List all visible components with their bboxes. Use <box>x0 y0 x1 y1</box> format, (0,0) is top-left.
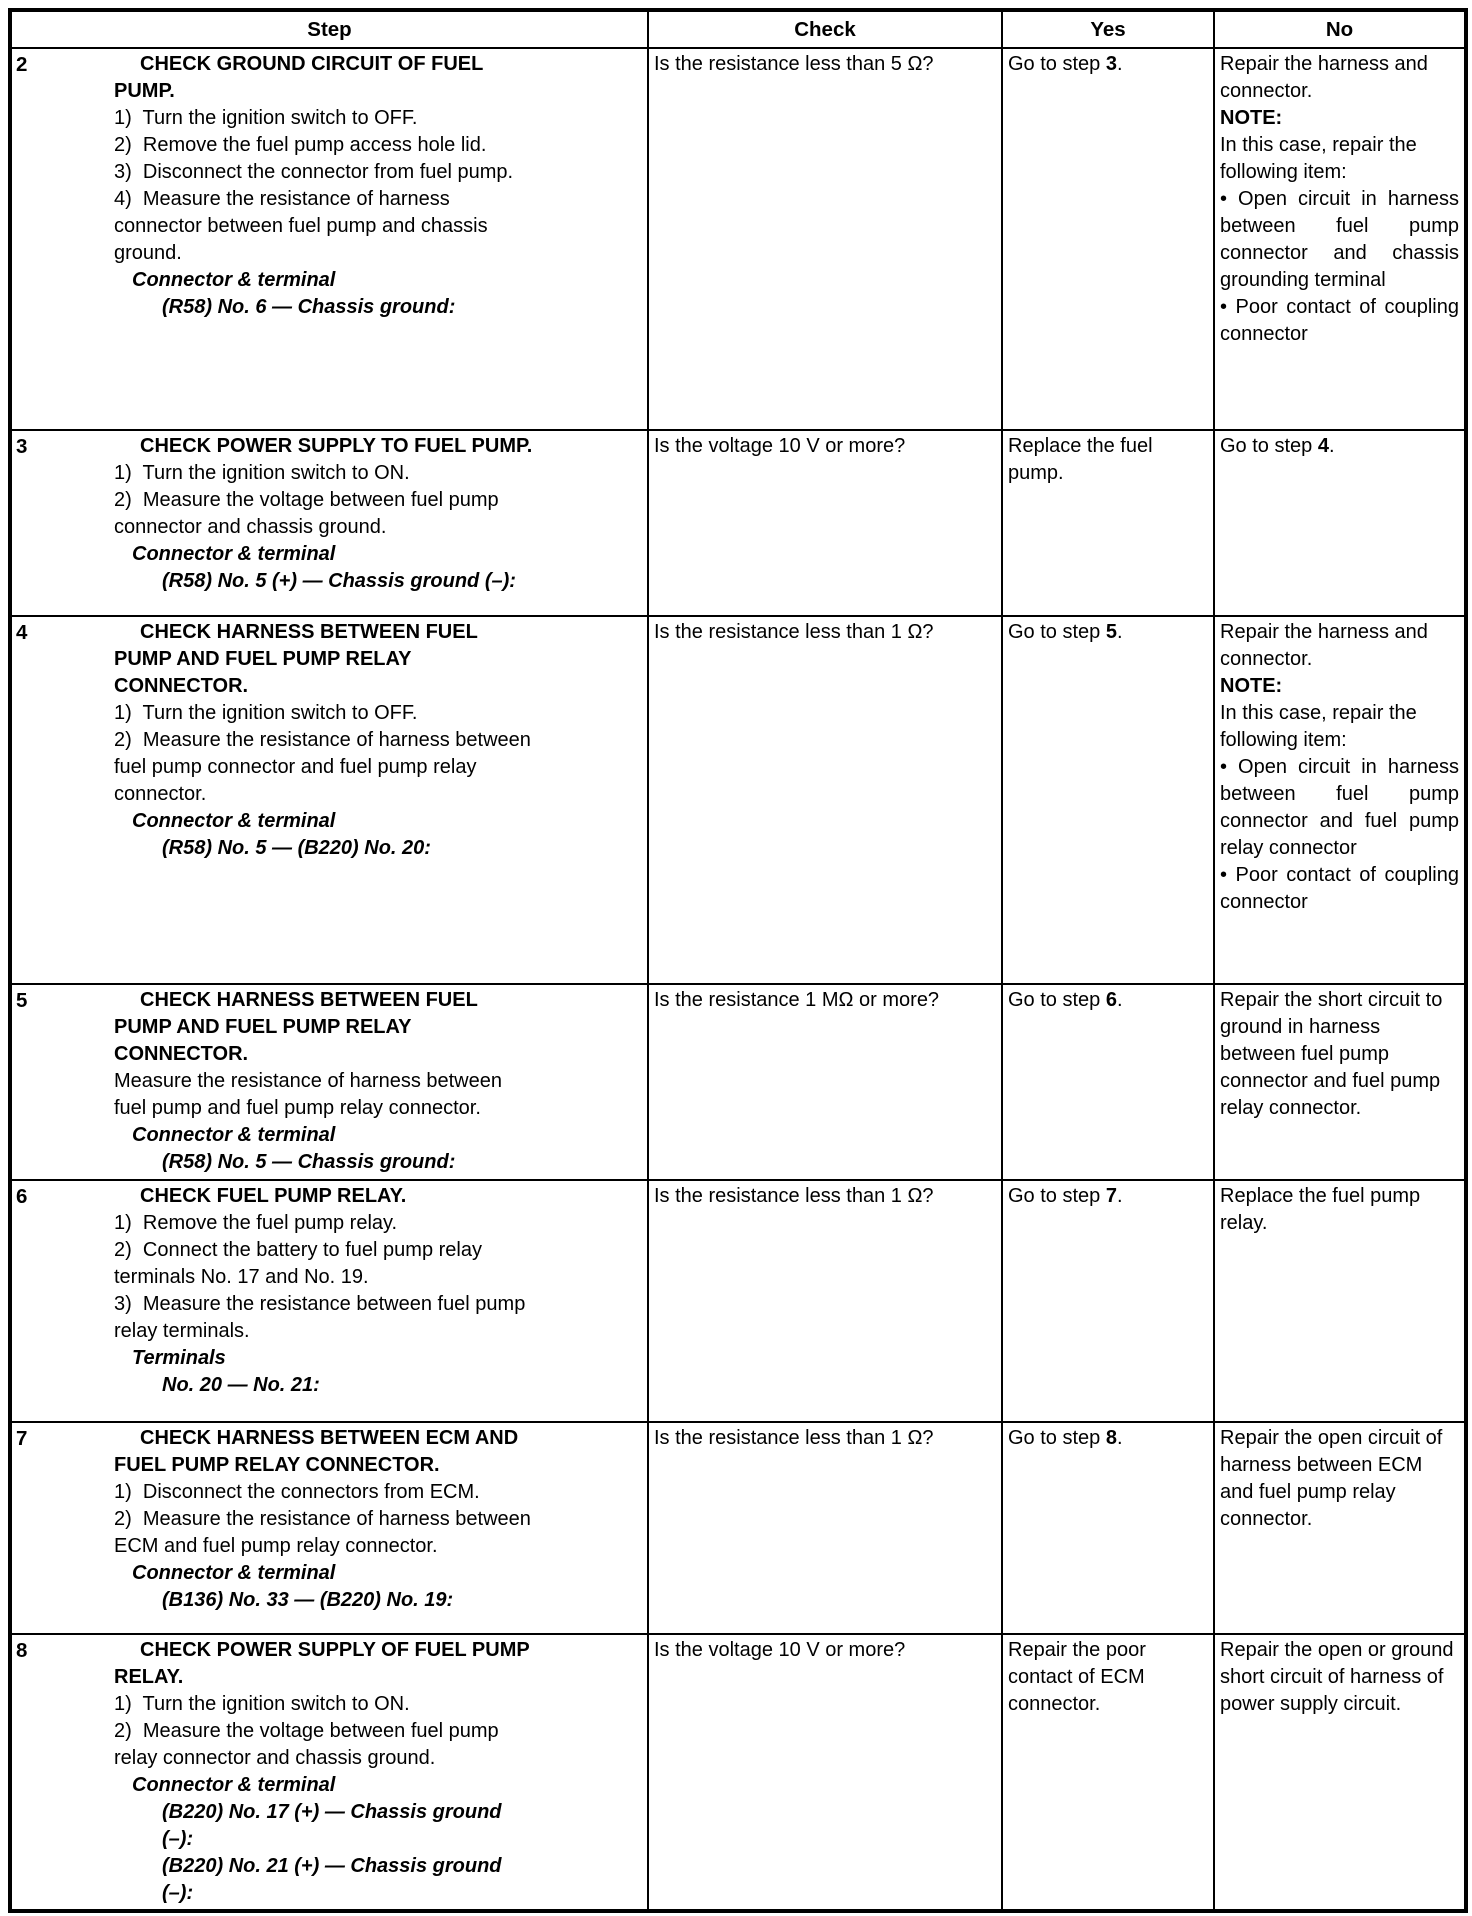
yes-cell <box>1002 984 1214 1180</box>
yes-cell <box>1002 1634 1214 1911</box>
step-number: 6 <box>16 1185 28 1208</box>
check-cell: Is the voltage 10 V or more? <box>648 430 1002 616</box>
note-bullet: • Poor contact of coupling connector <box>1220 296 1459 345</box>
no-cell <box>1214 1634 1466 1911</box>
yes-text: Go to step <box>1008 1427 1106 1449</box>
no-cell <box>1214 984 1466 1180</box>
no-text: Repair the open circuit of harness between ECM and fuel pump relay connector. <box>1220 1427 1443 1530</box>
note-bullet: • Poor contact of coupling connector <box>1220 864 1459 913</box>
connector-terminal-label: Connector & terminal <box>132 810 336 832</box>
yes-text: Go to step <box>1008 621 1106 643</box>
no-text: Repair the short circuit to ground in harness between fuel pump connector and fuel pump relay connector. <box>1220 989 1443 1119</box>
step-cell <box>10 1422 648 1634</box>
note-text: In this case, repair the following item: <box>1220 702 1417 751</box>
step-cell <box>10 48 648 430</box>
step-body <box>114 1183 538 1399</box>
note-bullet: • Open circuit in harness between fuel pump connector and chassis grounding terminal <box>1220 188 1459 291</box>
column-header-no: No <box>1214 10 1466 48</box>
yes-cell <box>1002 430 1214 616</box>
yes-text-end: . <box>1116 1427 1123 1449</box>
yes-text-end: . <box>1116 621 1123 643</box>
step-title: CHECK HARNESS BETWEEN FUEL PUMP AND FUEL PUMP RELAY CONNECTOR. <box>114 989 478 1065</box>
no-text: Repair the open or ground short circuit of harness of power supply circuit. <box>1220 1639 1454 1715</box>
diagnostic-table <box>8 8 1468 1913</box>
step-body <box>114 1637 538 1907</box>
yes-text: Go to step <box>1008 989 1106 1011</box>
connector-terminal-label: Connector & terminal <box>132 269 336 291</box>
connector-terminal-label: Connector & terminal <box>132 1562 336 1584</box>
check-cell: Is the resistance less than 1 Ω? <box>648 1180 1002 1422</box>
step-title: CHECK POWER SUPPLY TO FUEL PUMP. <box>140 435 533 457</box>
check-cell: Is the resistance less than 1 Ω? <box>648 1422 1002 1634</box>
terminals-label: Terminals <box>132 1347 226 1369</box>
yes-step-ref: 5 <box>1105 621 1117 643</box>
yes-text-end: . <box>1116 1185 1123 1207</box>
table-row <box>10 1180 1466 1422</box>
table-row <box>10 430 1466 616</box>
check-cell: Is the resistance less than 1 Ω? <box>648 616 1002 984</box>
yes-cell <box>1002 1180 1214 1422</box>
table-row <box>10 984 1466 1180</box>
step-body <box>114 51 538 321</box>
step-number: 4 <box>16 621 28 644</box>
step-cell <box>10 430 648 616</box>
step-title: CHECK POWER SUPPLY OF FUEL PUMP RELAY. <box>114 1639 530 1688</box>
yes-step-ref: 8 <box>1105 1427 1117 1449</box>
step-cell <box>10 1634 648 1911</box>
step-instruction: 2) Measure the resistance of harness between fuel pump connector and fuel pump relay connector. <box>114 729 537 805</box>
step-instruction: 2) Measure the resistance of harness between ECM and fuel pump relay connector. <box>114 1508 537 1557</box>
table-header-row <box>10 10 1466 48</box>
step-number: 7 <box>16 1427 28 1450</box>
step-body <box>114 433 538 595</box>
step-number: 8 <box>16 1639 28 1662</box>
step-body <box>114 1425 538 1614</box>
step-title: CHECK GROUND CIRCUIT OF FUEL PUMP. <box>114 53 483 102</box>
step-cell <box>10 1180 648 1422</box>
connector-terminal-label: Connector & terminal <box>132 543 336 565</box>
table-row <box>10 1422 1466 1634</box>
step-instruction: 3) Disconnect the connector from fuel pump. <box>114 161 514 183</box>
step-instruction: 1) Disconnect the connectors from ECM. <box>114 1481 480 1503</box>
no-text: Repair the harness and connector. <box>1220 621 1428 670</box>
step-body <box>114 987 538 1176</box>
step-instruction: 1) Turn the ignition switch to OFF. <box>114 702 418 724</box>
step-instruction: 3) Measure the resistance between fuel pump relay terminals. <box>114 1293 531 1342</box>
step-number: 3 <box>16 435 28 458</box>
note-bullet: • Open circuit in harness between fuel pump connector and fuel pump relay connector <box>1220 756 1459 859</box>
step-body <box>114 619 538 862</box>
yes-text: Go to step <box>1008 1185 1106 1207</box>
column-header-step: Step <box>10 10 648 48</box>
connector-terminal-value: (R58) No. 5 — (B220) No. 20: <box>162 837 431 859</box>
no-cell <box>1214 430 1466 616</box>
column-header-yes: Yes <box>1002 10 1214 48</box>
step-instruction: 2) Measure the voltage between fuel pump relay connector and chassis ground. <box>114 1720 505 1769</box>
step-instruction: 2) Connect the battery to fuel pump relay terminals No. 17 and No. 19. <box>114 1239 488 1288</box>
column-header-check: Check <box>648 10 1002 48</box>
connector-terminal-label: Connector & terminal <box>132 1124 336 1146</box>
step-cell <box>10 984 648 1180</box>
check-cell: Is the voltage 10 V or more? <box>648 1634 1002 1911</box>
step-title: CHECK FUEL PUMP RELAY. <box>140 1185 407 1207</box>
terminals-value: No. 20 — No. 21: <box>162 1374 320 1396</box>
step-instruction: 1) Turn the ignition switch to ON. <box>114 1693 410 1715</box>
no-cell <box>1214 1180 1466 1422</box>
yes-cell <box>1002 1422 1214 1634</box>
no-text: Replace the fuel pump relay. <box>1220 1185 1421 1234</box>
connector-terminal-value: (B220) No. 17 (+) — Chassis ground (–): <box>162 1801 502 1850</box>
yes-cell <box>1002 48 1214 430</box>
yes-text: Go to step <box>1008 53 1106 75</box>
table-row <box>10 1634 1466 1911</box>
step-instruction: Measure the resistance of harness between fuel pump and fuel pump relay connector. <box>114 1070 508 1119</box>
note-label: NOTE: <box>1220 107 1283 129</box>
yes-cell <box>1002 616 1214 984</box>
note-text: In this case, repair the following item: <box>1220 134 1417 183</box>
no-cell <box>1214 1422 1466 1634</box>
yes-step-ref: 7 <box>1105 1185 1117 1207</box>
yes-step-ref: 3 <box>1105 53 1117 75</box>
no-cell <box>1214 48 1466 430</box>
table-row <box>10 616 1466 984</box>
check-cell: Is the resistance less than 5 Ω? <box>648 48 1002 430</box>
step-number: 5 <box>16 989 28 1012</box>
step-instruction: 1) Turn the ignition switch to OFF. <box>114 107 418 129</box>
no-step-ref: 4 <box>1317 435 1329 457</box>
step-cell <box>10 616 648 984</box>
connector-terminal-value: (R58) No. 5 (+) — Chassis ground (–): <box>162 570 516 592</box>
step-instruction: 4) Measure the resistance of harness connector between fuel pump and chassis ground. <box>114 188 494 264</box>
step-title: CHECK HARNESS BETWEEN FUEL PUMP AND FUEL PUMP RELAY CONNECTOR. <box>114 621 478 697</box>
no-text: Go to step 4. <box>1220 435 1335 457</box>
connector-terminal-label: Connector & terminal <box>132 1774 336 1796</box>
table-row <box>10 48 1466 430</box>
connector-terminal-value: (R58) No. 5 — Chassis ground: <box>162 1151 456 1173</box>
note-label: NOTE: <box>1220 675 1283 697</box>
connector-terminal-value: (B220) No. 21 (+) — Chassis ground (–): <box>162 1855 502 1904</box>
connector-terminal-value: (B136) No. 33 — (B220) No. 19: <box>162 1589 454 1611</box>
step-instruction: 2) Remove the fuel pump access hole lid. <box>114 134 487 156</box>
no-cell <box>1214 616 1466 984</box>
yes-step-ref: 6 <box>1105 989 1117 1011</box>
step-instruction: 1) Remove the fuel pump relay. <box>114 1212 398 1234</box>
yes-text: Replace the fuel pump. <box>1008 435 1153 484</box>
step-instruction: 1) Turn the ignition switch to ON. <box>114 462 410 484</box>
step-title: CHECK HARNESS BETWEEN ECM AND FUEL PUMP RELAY CONNECTOR. <box>114 1427 519 1476</box>
no-text: Repair the harness and connector. <box>1220 53 1428 102</box>
check-cell: Is the resistance 1 MΩ or more? <box>648 984 1002 1180</box>
yes-text: Repair the poor contact of ECM connector. <box>1008 1639 1146 1715</box>
yes-text-end: . <box>1116 53 1123 75</box>
step-instruction: 2) Measure the voltage between fuel pump connector and chassis ground. <box>114 489 505 538</box>
yes-text-end: . <box>1116 989 1123 1011</box>
connector-terminal-value: (R58) No. 6 — Chassis ground: <box>162 296 456 318</box>
step-number: 2 <box>16 53 28 76</box>
